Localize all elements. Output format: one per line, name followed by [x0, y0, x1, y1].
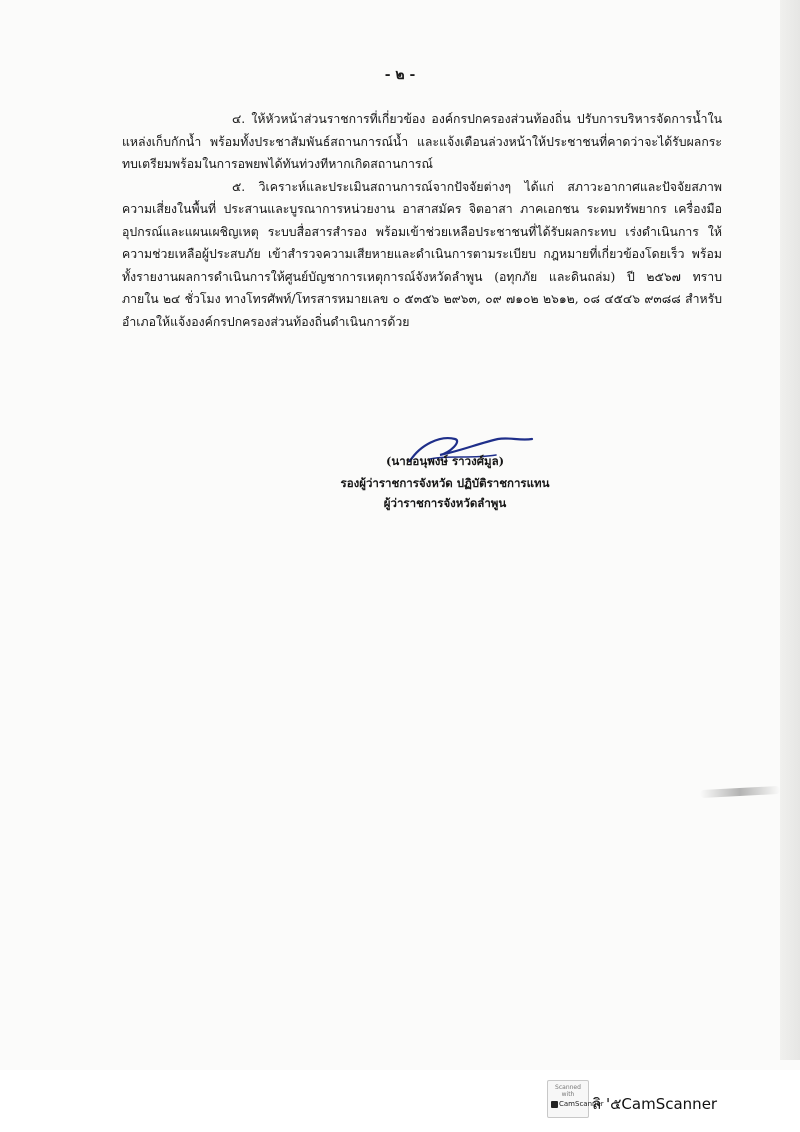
page-edge-shadow: [780, 0, 800, 1060]
paragraph-item-4: ๔. ให้หัวหน้าส่วนราชการที่เกี่ยวข้อง องค์กรปกครองส่วนท้องถิ่น ปรับการบริหารจัดการน้ำในแหล่งเก็บกักน้ำ พร้อมทั้งประชาสัมพันธ์สถานการณ์น้ำ และแจ้งเตือนล่วงหน้าให้ประชาชนที่คาดว่าจะได้รับผลกระทบเตรียมพร้อมในการอพยพได้ทันท่วงทีหากเกิดสถานการณ์: [122, 112, 722, 171]
signatory-office: ผู้ว่าราชการจังหวัดลำพูน: [383, 496, 507, 510]
signatory-name: (นายอนุพงษ์ ราวงศ์มูล): [385, 454, 505, 468]
badge-bottom-text: CamScanner: [559, 1100, 604, 1108]
badge-top-text: Scanned with: [555, 1084, 581, 1098]
body-text: [122, 108, 722, 333]
page-number: - ๒ -: [384, 67, 416, 83]
camscanner-logo-icon: [551, 1101, 558, 1108]
camscanner-badge: [547, 1080, 604, 1118]
signatory-position: รองผู้ว่าราชการจังหวัด ปฏิบัติราชการแทน: [340, 476, 550, 490]
camscanner-footer-text: ลิ '๕CamScanner: [592, 1095, 718, 1113]
paragraph-item-5: ๕. วิเคราะห์และประเมินสถานการณ์จากปัจจัยต่างๆ ได้แก่ สภาวะอากาศและปัจจัยสภาพความเสี่ยงในพื้นที่ ประสานและบูรณาการหน่วยงาน อาสาสมัคร จิตอาสา ภาคเอกชน ระดมทรัพยากร เครื่องมืออุปกรณ์และแผนเผชิญเหตุ ระบบสื่อสารสำรอง พร้อมเข้าช่วยเหลือประชาชนที่ได้รับผลกระทบ เร่งดำเนินการ ให้ความช่วยเหลือผู้ประสบภัย เข้าสำรวจความเสียหายและดำเนินการตามระเบียบ กฎหมายที่เกี่ยวข้องโดยเร็ว พร้อมทั้งรายงานผลการดำเนินการให้ศูนย์บัญชาการเหตุการณ์จังหวัดลำพูน (อทุกภัย และดินถล่ม) ปี ๒๕๖๗ ทราบ ภายใน ๒๔ ชั่วโมง ทางโทรศัพท์/โทรสารหมายเลข ๐ ๕๓๕๖ ๒๙๖๓, ๐๙ ๗๑๐๒ ๒๖๑๒, ๐๘ ๔๕๔๖ ๙๓๘๘ สำหรับอำเภอให้แจ้งองค์กรปกครองส่วนท้องถิ่นดำเนินการด้วย: [122, 179, 722, 329]
